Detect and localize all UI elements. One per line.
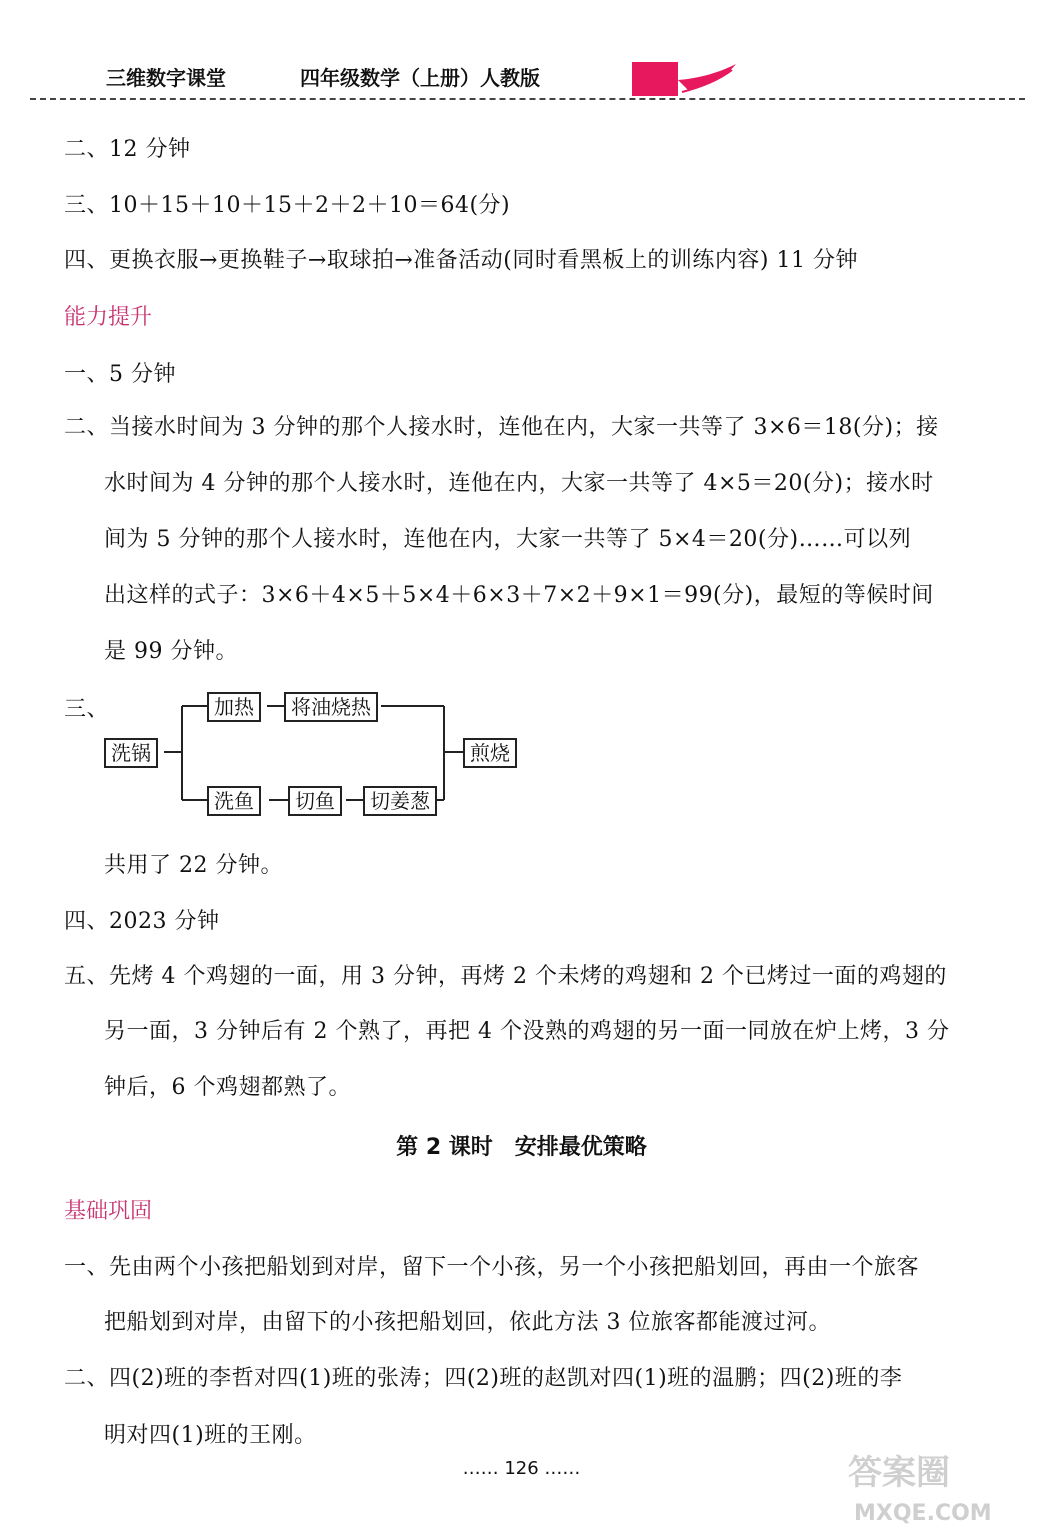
step-cut-ginger: 切姜葱: [363, 786, 437, 816]
ability-answer-2-line: 出这样的式子：3×6＋4×5＋5×4＋6×3＋7×2＋9×1＝99(分)，最短的等候时间: [104, 583, 934, 608]
watermark-logo: [848, 1448, 1028, 1528]
header-brand: 三维数字课堂: [106, 66, 226, 90]
ability-answer-4: 四、2023 分钟: [64, 909, 220, 934]
ability-answer-2-line: 间为 5 分钟的那个人接水时，连他在内，大家一共等了 5×4＝20(分)……可以列: [104, 527, 912, 552]
ability-answer-5-line: 五、先烤 4 个鸡翅的一面，用 3 分钟，再烤 2 个未烤的鸡翅和 2 个已烤过一面的鸡翅的: [64, 964, 947, 989]
ability-answer-5-line: 另一面，3 分钟后有 2 个熟了，再把 4 个没熟的鸡翅的另一面一同放在炉上烤，3 分: [104, 1019, 950, 1044]
ability-answer-2-line: 是 99 分钟。: [104, 639, 238, 664]
page-number: …… 126 ……: [462, 1458, 581, 1479]
step-heat: 加热: [207, 692, 261, 722]
svg-text:MXQE.COM: MXQE.COM: [854, 1501, 992, 1526]
step-wash-fish: 洗鱼: [207, 786, 261, 816]
section-ability: 能力提升: [64, 305, 153, 330]
basic-answer-2-line: 明对四(1)班的王刚。: [104, 1423, 317, 1448]
basic-answer-1-line: 把船划到对岸，由留下的小孩把船划回，依此方法 3 位旅客都能渡过河。: [104, 1310, 831, 1335]
ability-answer-2-line: 二、当接水时间为 3 分钟的那个人接水时，连他在内，大家一共等了 3×6＝18(分)；接: [64, 415, 939, 440]
answer-4: 四、更换衣服→更换鞋子→取球拍→准备活动(同时看黑板上的训练内容) 11 分钟: [64, 248, 858, 273]
section-basic: 基础巩固: [64, 1199, 153, 1224]
basic-answer-2-line: 二、四(2)班的李哲对四(1)班的张涛；四(2)班的赵凯对四(1)班的温鹏；四(2)班的李: [64, 1366, 903, 1391]
ability-answer-2-line: 水时间为 4 分钟的那个人接水时，连他在内，大家一共等了 4×5＝20(分)；接水时: [104, 471, 934, 496]
answer-2: 二、12 分钟: [64, 137, 191, 162]
answer-3: 三、10＋15＋10＋15＋2＋2＋10＝64(分): [64, 193, 511, 218]
lesson-title: 第 2 课时 安排最优策略: [396, 1135, 647, 1160]
step-wash-pot: 洗锅: [104, 738, 158, 768]
ability-answer-5-line: 钟后，6 个鸡翅都熟了。: [104, 1075, 351, 1100]
svg-text:答案圈: 答案圈: [848, 1453, 950, 1493]
ability-answer-1: 一、5 分钟: [64, 362, 176, 387]
step-fry: 煎烧: [463, 738, 517, 768]
step-cut-fish: 切鱼: [288, 786, 342, 816]
header-title: 四年级数学（上册）人教版: [300, 66, 540, 90]
step-heat-oil: 将油烧热: [284, 692, 378, 722]
basic-answer-1-line: 一、先由两个小孩把船划到对岸，留下一个小孩，另一个小孩把船划回，再由一个旅客: [64, 1255, 920, 1280]
ability-answer-3-total: 共用了 22 分钟。: [104, 853, 283, 878]
ability-answer-3-label: 三、: [64, 697, 110, 722]
